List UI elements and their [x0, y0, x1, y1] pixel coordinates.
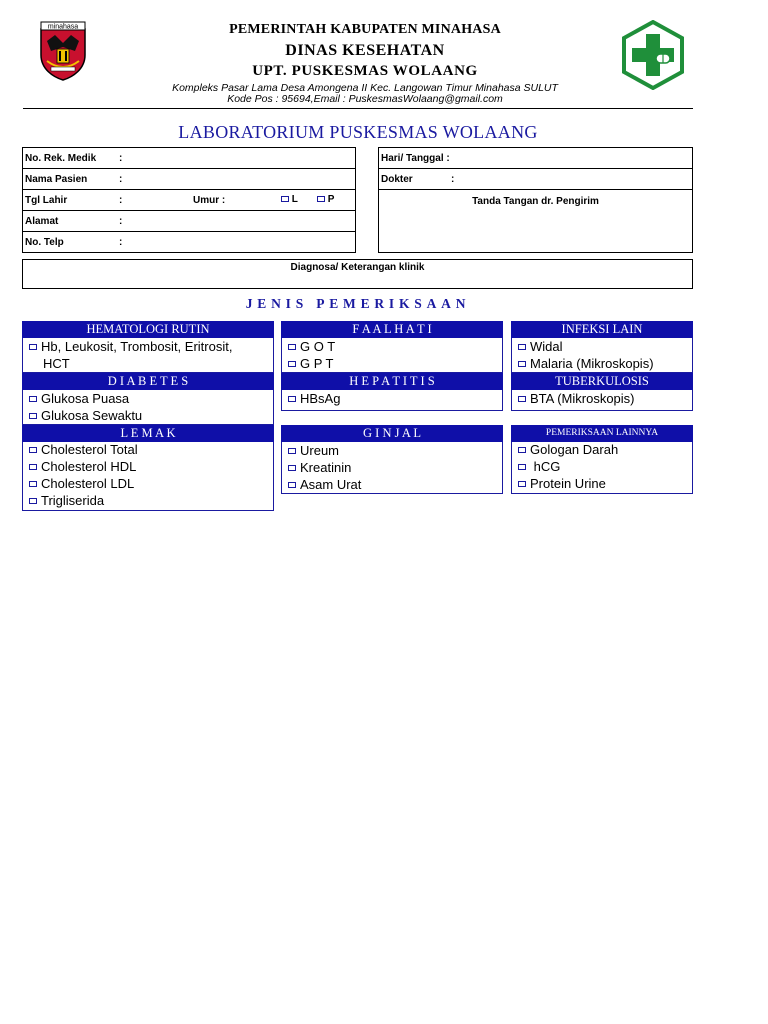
exam-label: Gologan Darah — [530, 442, 619, 457]
checkbox-icon[interactable] — [29, 344, 37, 350]
diagnosa-box — [22, 259, 693, 289]
exam-item[interactable] — [518, 460, 560, 474]
address-line-2: Kode Pos : 95694,Email : PuskesmasWolaang@gmail.com — [227, 93, 503, 105]
exam-item[interactable] — [518, 477, 606, 491]
telp-row — [23, 232, 355, 253]
exam-item[interactable] — [518, 392, 635, 406]
checkbox-icon[interactable] — [288, 396, 296, 402]
hematologi-header: HEMATOLOGI RUTIN — [22, 321, 274, 338]
diabetes-header: D I A B E T E S — [22, 373, 274, 390]
checkbox-icon[interactable] — [288, 361, 296, 367]
exam-item[interactable] — [29, 460, 136, 474]
exam-label: BTA (Mikroskopis) — [530, 391, 635, 406]
header-line-1: PEMERINTAH KABUPATEN MINAHASA — [229, 22, 501, 37]
nama-pasien-row — [23, 169, 355, 190]
request-info-box — [378, 147, 693, 253]
checkbox-icon[interactable] — [317, 196, 325, 202]
exam-label: hCG — [530, 459, 561, 474]
exam-label: G P T — [300, 356, 334, 371]
exam-item[interactable] — [29, 409, 142, 423]
rek-medik-label: No. Rek. Medik — [25, 153, 97, 164]
exam-item[interactable] — [288, 340, 335, 354]
checkbox-icon[interactable] — [29, 498, 37, 504]
hepatitis-header: H E P A T I T I S — [281, 373, 503, 390]
infeksi-body — [511, 338, 693, 373]
exam-item[interactable] — [288, 461, 351, 475]
exam-label: HBsAg — [300, 391, 341, 406]
logo-text: minahasa — [47, 23, 79, 31]
dokter-row — [379, 169, 692, 190]
faal-hati-body — [281, 338, 503, 373]
hepatitis-body — [281, 390, 503, 411]
checkbox-icon[interactable] — [518, 344, 526, 350]
exam-item[interactable] — [29, 443, 138, 457]
colon: : — [119, 153, 123, 164]
exam-item[interactable] — [518, 357, 654, 371]
lemak-header: L E M A K — [22, 425, 274, 442]
checkbox-icon[interactable] — [518, 396, 526, 402]
checkbox-icon[interactable] — [518, 481, 526, 487]
sex-p-option[interactable] — [317, 194, 334, 205]
exam-label: Malaria (Mikroskopis) — [530, 356, 654, 371]
telp-label: No. Telp — [25, 237, 64, 248]
colon: : — [119, 174, 123, 185]
lainnya-body — [511, 442, 693, 494]
lemak-body — [22, 442, 274, 511]
exam-label: HCT — [43, 356, 70, 371]
exam-label: Glukosa Puasa — [41, 391, 130, 406]
alamat-row — [23, 211, 355, 232]
checkbox-icon[interactable] — [288, 482, 296, 488]
address-line-1: Kompleks Pasar Lama Desa Amongena II Kec. Langowan Timur Minahasa SULUT — [172, 82, 558, 94]
exam-item-cont — [43, 357, 70, 371]
sex-l-option[interactable] — [281, 194, 298, 205]
rek-medik-row — [23, 148, 355, 169]
checkbox-icon[interactable] — [29, 447, 37, 453]
checkbox-icon[interactable] — [518, 361, 526, 367]
ginjal-body — [281, 442, 503, 494]
exam-label: G O T — [300, 339, 336, 354]
tgl-lahir-row — [23, 190, 355, 211]
exam-label: Kreatinin — [300, 460, 352, 475]
umur-label: Umur : — [193, 195, 226, 206]
colon: : — [119, 237, 123, 248]
exam-label: Ureum — [300, 443, 340, 458]
colon: : — [119, 216, 123, 227]
infeksi-header: INFEKSI LAIN — [511, 321, 693, 338]
checkbox-icon[interactable] — [281, 196, 289, 202]
checkbox-icon[interactable] — [288, 448, 296, 454]
header-line-2: DINAS KESEHATAN — [285, 42, 445, 59]
checkbox-icon[interactable] — [288, 344, 296, 350]
checkbox-icon[interactable] — [29, 464, 37, 470]
alamat-label: Alamat — [25, 216, 59, 227]
exam-item[interactable] — [29, 477, 134, 491]
lab-title: LABORATORIUM PUSKESMAS WOLAANG — [178, 122, 538, 142]
tuberkulosis-header: TUBERKULOSIS — [511, 373, 693, 390]
exam-item[interactable] — [288, 444, 339, 458]
exam-label: Cholesterol HDL — [41, 459, 137, 474]
sex-p-label: P — [327, 194, 335, 205]
checkbox-icon[interactable] — [518, 464, 526, 470]
tgl-lahir-label: Tgl Lahir — [25, 195, 68, 206]
diagnosa-label: Diagnosa/ Keterangan klinik — [290, 262, 425, 273]
exam-label: Trigliserida — [41, 493, 105, 508]
hari-tanggal-row — [379, 148, 692, 169]
sex-l-label: L — [291, 194, 298, 205]
nama-pasien-label: Nama Pasien — [25, 174, 88, 185]
colon: : — [451, 174, 455, 185]
puskesmas-logo — [620, 20, 686, 90]
jenis-pemeriksaan-title: JENIS PEMERIKSAAN — [245, 296, 471, 311]
hematologi-body — [22, 338, 274, 373]
exam-item[interactable] — [518, 340, 563, 354]
exam-label: Glukosa Sewaktu — [41, 408, 143, 423]
exam-label: Widal — [530, 339, 563, 354]
checkbox-icon[interactable] — [29, 413, 37, 419]
diabetes-body — [22, 390, 274, 425]
header-divider — [23, 108, 693, 109]
checkbox-icon[interactable] — [518, 447, 526, 453]
exam-label: Protein Urine — [530, 476, 606, 491]
checkbox-icon[interactable] — [29, 481, 37, 487]
tanda-tangan-label: Tanda Tangan dr. Pengirim — [472, 196, 599, 207]
hari-tanggal-label: Hari/ Tanggal : — [381, 153, 450, 164]
checkbox-icon[interactable] — [29, 396, 37, 402]
exam-item[interactable] — [29, 494, 104, 508]
header-line-3: UPT. PUSKESMAS WOLAANG — [252, 63, 478, 79]
exam-label: Cholesterol LDL — [41, 476, 135, 491]
faal-hati-header: F A A L H A T I — [281, 321, 503, 338]
exam-item[interactable] — [288, 478, 361, 492]
ginjal-header: G I N J A L — [281, 425, 503, 442]
colon: : — [119, 195, 123, 206]
exam-label: Hb, Leukosit, Trombosit, Eritrosit, — [41, 339, 233, 354]
exam-label: Asam Urat — [300, 477, 362, 492]
dokter-label: Dokter — [381, 174, 413, 185]
tuberkulosis-body — [511, 390, 693, 411]
exam-item[interactable] — [29, 340, 232, 354]
minahasa-logo — [37, 21, 89, 81]
exam-item[interactable] — [288, 357, 333, 371]
exam-label: Cholesterol Total — [41, 442, 138, 457]
checkbox-icon[interactable] — [288, 465, 296, 471]
exam-item[interactable] — [288, 392, 340, 406]
lainnya-header: PEMERIKSAAN LAINNYA — [511, 425, 693, 442]
patient-info-box — [22, 147, 356, 253]
exam-item[interactable] — [29, 392, 129, 406]
exam-item[interactable] — [518, 443, 618, 457]
